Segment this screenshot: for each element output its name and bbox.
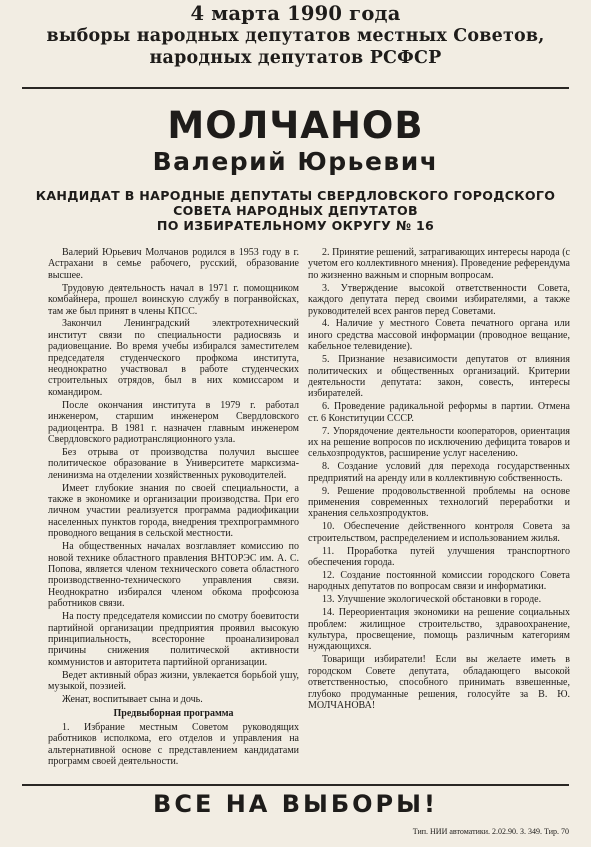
program-item: 12. Создание постоянной комиссии городского Совета народных депутатов по вопросам связи и информатики. — [308, 569, 570, 593]
biography-paragraph: После окончания института в 1979 г. работал инженером, старшим инженером Свердловского радиоцентра. В 1981 г. назначен главным инженером Свердловского радиотрансляционного узла. — [48, 399, 299, 445]
program-item: 11. Проработка путей улучшения транспортного обеспечения города. — [308, 545, 570, 569]
candidacy-title-line-2: СОВЕТА НАРОДНЫХ ДЕПУТАТОВ — [173, 203, 418, 218]
biography-paragraph: Ведет активный образ жизни, увлекается борьбой ушу, музыкой, поэзией. — [48, 669, 299, 693]
program-item: 1. Избрание местным Советом руководящих работников исполкома, его отделов и управления на альтернативной основе с представлением кандидатами программ своей деятельности. — [48, 721, 299, 767]
top-divider — [22, 87, 569, 89]
program-item: 5. Признание независимости депутатов от влияния политических и общественных организаций. Критерии деятельности депутата: закон, совесть, интересы избирателей. — [308, 354, 570, 400]
program-item: 2. Принятие решений, затрагивающих интересы народа (с учетом его коллективного мнения). Проведение референдума по жизненно важным и спорным вопросам. — [308, 247, 570, 281]
program-item: 10. Обеспечение действенного контроля Совета за строительством, распределением и использованием жилья. — [308, 521, 570, 544]
election-title-line-2: народных депутатов РСФСР — [149, 48, 442, 68]
candidate-given-names: Валерий Юрьевич — [152, 147, 439, 176]
bottom-divider — [22, 784, 569, 786]
candidacy-title — [0, 188, 591, 233]
candidacy-title-line-1: КАНДИДАТ В НАРОДНЫЕ ДЕПУТАТЫ СВЕРДЛОВСКОГО ГОРОДСКОГО — [35, 188, 556, 203]
biography-paragraph: Имеет глубокие знания по своей специальности, а также в экономике и организации производства. При его личном участии реализуется программа радиофикации населенных пунктов города, внедрения трехпрограммного проводного вещания в сельской местности. — [48, 482, 299, 540]
program-item: 3. Утверждение высокой ответственности Совета, каждого депутата перед своими избирателями, а также руководителей всех рангов перед Советами. — [308, 282, 570, 317]
program-item: 14. Переориентация экономики на решение социальных проблем: жилищное строительство, здравоохранение, культура, просвещение, помощь различным категориям нуждающихся. — [308, 607, 570, 653]
program-item: 7. Упорядочение деятельности кооператоров, ориентация их на решение вопросов по исключению дефицита товаров и сельхозпродуктов, расширение услуг населению. — [308, 425, 570, 460]
election-header — [0, 3, 591, 69]
program-item: 9. Решение продовольственной проблемы на основе применения современных технологий переработки и хранения сельхозпродуктов. — [308, 485, 570, 520]
program-item: 8. Создание условий для перехода государственных предприятий на аренду или в коллективную собственность. — [308, 461, 570, 484]
biography-paragraph: На посту председателя комиссии по смотру боевитости партийной организации предприятия проявил высокую принципиальность, всесторонне проанализировал причины снижения политической активности коммунистов и авторитета партийной организации. — [48, 611, 299, 668]
program-item: 13. Улучшение экологической обстановки в городе. — [322, 594, 542, 606]
election-date: 4 марта 1990 года — [190, 2, 401, 25]
biography-column — [48, 247, 299, 769]
candidate-surname: МОЛЧАНОВ — [167, 104, 424, 147]
election-title-line-1: выборы народных депутатов местных Советов, — [46, 26, 545, 46]
program-item: 6. Проведение радикальной реформы в партии. Отмена ст. 6 Конституции СССР. — [308, 401, 570, 424]
program-column — [308, 247, 570, 713]
biography-paragraph: Закончил Ленинградский электротехнический институт связи по специальности радиосвязь и радиовещание. Во время учебы избирался заместителем председателя студенческого профкома института, неоднократно участвовал в работе студенческих строительных отрядов, был в них комиссаром и командиром. — [48, 318, 299, 398]
program-item: 4. Наличие у местного Совета печатного органа или иного средства массовой информации (проводное вещание, кабельное телевидение). — [308, 318, 570, 353]
program-title: Предвыборная программа — [113, 708, 234, 720]
candidacy-title-line-3: ПО ИЗБИРАТЕЛЬНОМУ ОКРУГУ № 16 — [156, 218, 435, 233]
biography-paragraph: Трудовую деятельность начал в 1971 г. помощником комбайнера, прошел воинскую службу в погранвойсках, там же был принят в члены КПСС. — [48, 282, 299, 317]
voter-appeal: Товарищи избиратели! Если вы желаете иметь в городском Совете депутата, обладающего высокой ответственностью, способного принимать взвешенные, глубоко продуманные решения, голосуйте за В. Ю. МОЛЧАНОВА! — [308, 654, 570, 711]
biography-paragraph: Валерий Юрьевич Молчанов родился в 1953 году в г. Астрахани в семье рабочего, русский, образование высшее. — [48, 247, 299, 281]
biography-paragraph: Без отрыва от производства получил высшее политическое образование в Университете марксизма-ленинизма на отделении хозяйственных руководителей. — [48, 446, 299, 481]
biography-paragraph: На общественных началах возглавляет комиссию по новой технике областного правления ВНТОРЭС им. А. С. Попова, является членом технического совета областного производственно-технического управления связи. Неоднократно избирался членом обкома профсоюза работников связи. — [48, 541, 299, 610]
printer-imprint: Тип. НИИ автоматики. 2.02.90. З. 349. Тир. 70 — [412, 827, 569, 836]
biography-paragraph: Женат, воспитывает сына и дочь. — [62, 693, 203, 705]
slogan: ВСЕ НА ВЫБОРЫ! — [153, 790, 438, 818]
